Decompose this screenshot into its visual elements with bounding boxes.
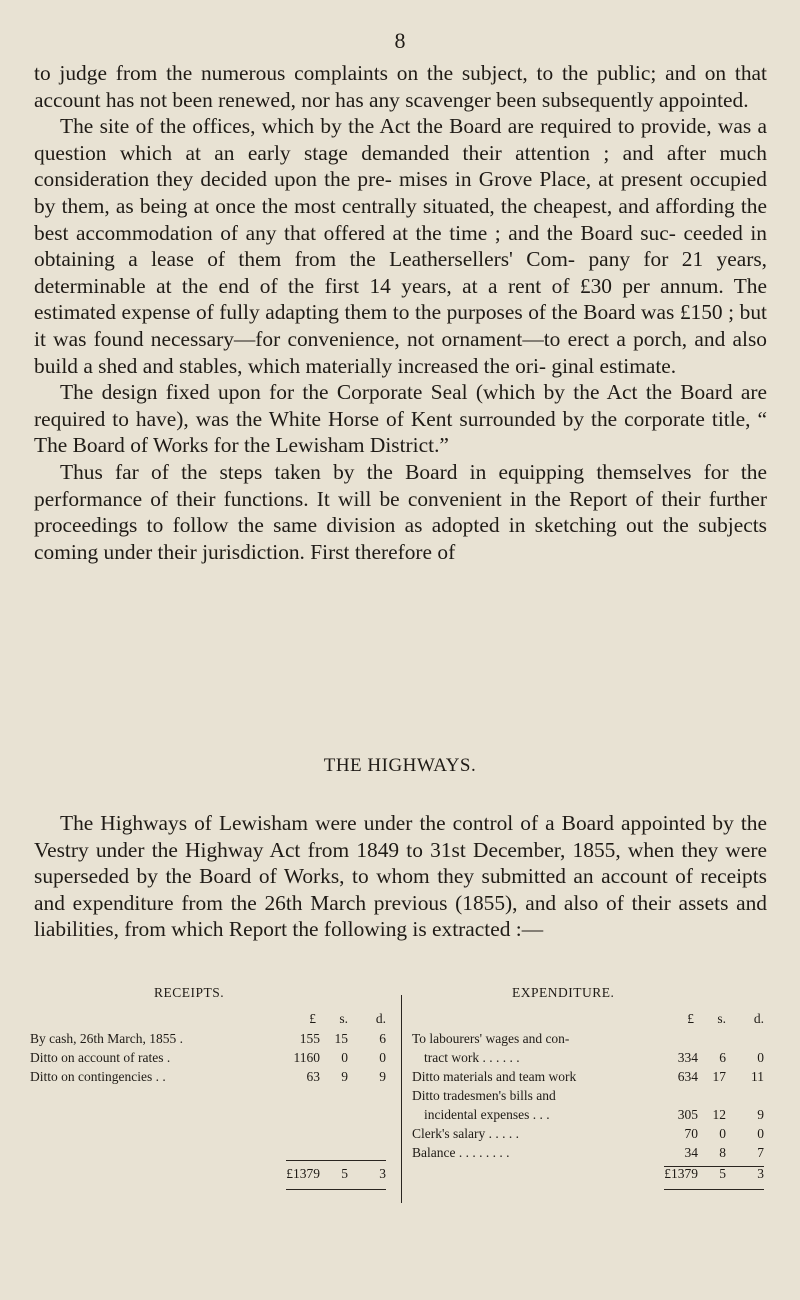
paragraph: to judge from the numerous complaints on the subject, to the public; and on that account has not been renewed, nor has any scavenger been subsequently appointed. <box>34 61 767 112</box>
total-double-rule <box>286 1189 386 1190</box>
total-rule <box>286 1160 386 1161</box>
expenditure-row: tract work . . . . . . 334 6 0 <box>424 1050 764 1065</box>
receipts-row: By cash, 26th March, 1855 . 155 15 6 <box>30 1031 386 1046</box>
expenditure-total: £1379 5 3 <box>664 1166 764 1181</box>
expenditure-row: Ditto materials and team work 634 17 11 <box>412 1069 764 1084</box>
receipts-row: Ditto on contingencies . . 63 9 9 <box>30 1069 386 1084</box>
expenditure-row: To labourers' wages and con- <box>412 1031 570 1046</box>
column-divider <box>401 995 402 1203</box>
paragraph: Thus far of the steps taken by the Board in equipping themselves for the performance of their functions. It will be convenient in the Report of their further proceedings to follow the same division as adopted in sketching out the subjects coming under their jurisdiction. First therefore of <box>34 459 768 564</box>
expenditure-row: Ditto tradesmen's bills and <box>412 1088 556 1103</box>
paragraph: The design fixed upon for the Corporate Seal (which by the Act the Board are required to have), was the White Horse of Kent surrounded by the corporate title, “ The Board of Works for the Lewisham District.” <box>34 380 767 458</box>
expenditure-row: Balance . . . . . . . . 34 8 7 <box>412 1145 764 1160</box>
total-double-rule <box>664 1189 764 1190</box>
body-text <box>34 60 767 565</box>
highways-paragraph <box>34 810 767 943</box>
section-heading: THE HIGHWAYS. <box>323 755 477 776</box>
receipts-title: RECEIPTS. <box>154 985 225 1000</box>
expenditure-row: Clerk's salary . . . . . 70 0 0 <box>412 1126 764 1141</box>
expenditure-row: incidental expenses . . . 305 12 9 <box>424 1107 764 1122</box>
paragraph: The Highways of Lewisham were under the control of a Board appointed by the Vestry under the Highway Act from 1849 to 31st December, 1855, when they were superseded by the Board of Works, to whom they submitted an account of receipts and expenditure from the 26th March previous (1855), and also of their assets and liabilities, from which Report the following is extracted :— <box>34 811 768 942</box>
receipts-total: £1379 5 3 <box>286 1166 386 1181</box>
receipts-row: Ditto on account of rates . 1160 0 0 <box>30 1050 386 1065</box>
account-table: RECEIPTS. £ s. d. By cash, 26th March, 1855 . 155 15 6 Ditto on account of rates . 1160 0 0 Ditto on contingencies . . 63 9 9 £1379 5 3 EXPENDITURE. £ s. d. To labourers' wages and con- tract work . . . . . . 334 6 0 Ditto materials and team work 634 17 11 Ditto tradesmen's bills and incidental expenses . . . 305 12 9 Clerk's salary . . . . . 70 0 0 Balance . . . . . . . . 34 8 7 £1379 5 3 <box>30 985 770 1215</box>
page-number: 8 <box>394 28 406 53</box>
expenditure-title: EXPENDITURE. <box>512 985 615 1000</box>
paragraph: The site of the offices, which by the Act the Board are required to provide, was a question which at an early stage demanded their attention ; and after much consideration they decided upon the pre- mises in Grove Place, at present occupied by them, as being at once the most centrally situated, the cheapest, and affording the best accommodation of any that offered at the time ; and the Board suc- ceeded in obtaining a lease of them from the Leathersellers' Com- pany for 21 years, determinable at the end of the first 14 years, at a rent of £30 per annum. The estimated expense of fully adapting them to the purposes of the Board was £150 ; but it was found necessary—for convenience, not ornament—to erect a porch, and also build a shed and stables, which materially increased the ori- ginal estimate. <box>34 114 768 378</box>
